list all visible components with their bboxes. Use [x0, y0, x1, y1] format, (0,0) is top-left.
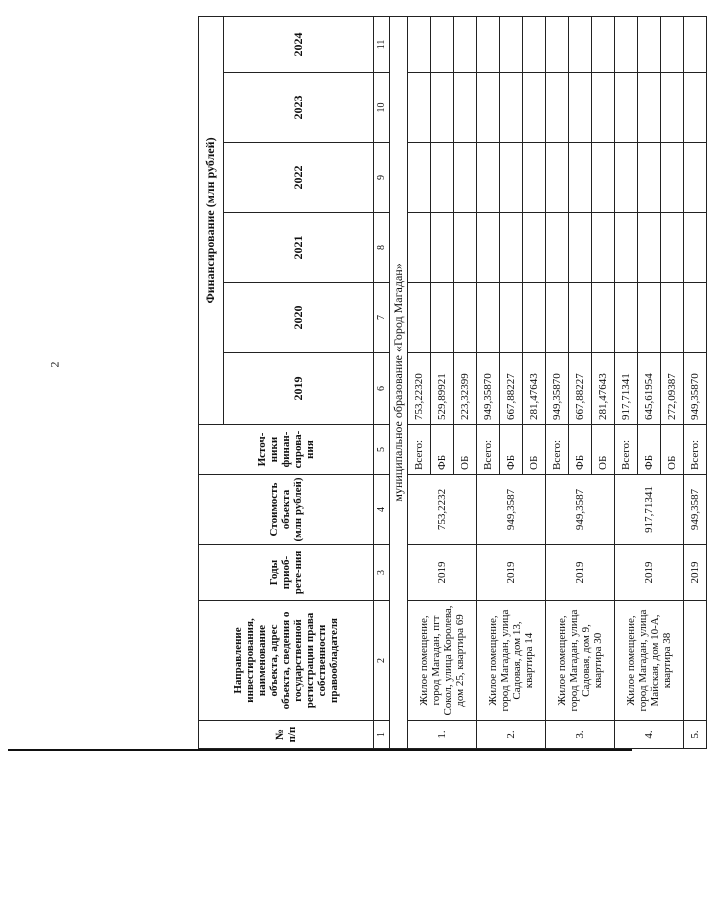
- header-direction: Направление инвестирования, наименование объекта, адрес объекта, сведения о государственной регистрации права собственности правообладателя: [199, 601, 374, 721]
- value-2019: 645,61954: [638, 353, 661, 425]
- column-number: 1: [374, 721, 390, 749]
- header-sources: Источ-ники финан-сирова-ния: [199, 425, 374, 475]
- header-row-top: [199, 16, 224, 748]
- value-2019: 223,32399: [454, 353, 477, 425]
- source-label: ФБ: [638, 425, 661, 475]
- column-number: 4: [374, 475, 390, 545]
- acquisition-year: 2019: [477, 545, 546, 601]
- header-cost: Стоимость объекта (млн рублей): [199, 475, 374, 545]
- municipality-label: муниципальное образование «Город Магадан»: [390, 16, 408, 748]
- row-number: 3.: [546, 721, 615, 749]
- object-cost: 949,3587: [546, 475, 615, 545]
- column-number: 9: [374, 143, 390, 213]
- acquisition-year: 2019: [546, 545, 615, 601]
- object-cost: 753,2232: [408, 475, 477, 545]
- object-name: Жилое помещение, город Магадан, улица Садовая, дом 9, квартира 30: [546, 601, 615, 721]
- source-label: ФБ: [569, 425, 592, 475]
- source-label: ОБ: [523, 425, 546, 475]
- source-label: ОБ: [454, 425, 477, 475]
- page-number: 2: [47, 361, 62, 368]
- source-label: Всего:: [684, 425, 707, 475]
- column-number: 2: [374, 601, 390, 721]
- table-row: [477, 16, 500, 748]
- source-label: ФБ: [431, 425, 454, 475]
- investment-table: [198, 16, 707, 749]
- row-number: 4.: [615, 721, 684, 749]
- source-label: Всего:: [615, 425, 638, 475]
- value-2019: 281,47643: [592, 353, 615, 425]
- column-number-row: [374, 16, 390, 748]
- value-2019: 949,35870: [546, 353, 569, 425]
- object-cost: 949,3587: [477, 475, 546, 545]
- header-year-2022: 2022: [224, 143, 374, 213]
- value-2019: 753,22320: [408, 353, 431, 425]
- table-row: [684, 16, 707, 748]
- header-year-2024: 2024: [224, 16, 374, 72]
- value-2019: 667,88227: [569, 353, 592, 425]
- table-row: [615, 16, 638, 748]
- object-cost: 917,71341: [615, 475, 684, 545]
- header-num: № п/п: [199, 721, 374, 749]
- value-2019: 667,88227: [500, 353, 523, 425]
- source-label: Всего:: [477, 425, 500, 475]
- acquisition-year: 2019: [615, 545, 684, 601]
- object-name: Жилое помещение, город Магадан, улица Майская, дом 10-А, квартира 38: [615, 601, 684, 721]
- header-year-2020: 2020: [224, 283, 374, 353]
- column-number: 6: [374, 353, 390, 425]
- value-2019: 949,35870: [684, 353, 707, 425]
- acquisition-year: 2019: [684, 545, 707, 601]
- table-row: [546, 16, 569, 748]
- column-number: 8: [374, 213, 390, 283]
- source-label: Всего:: [408, 425, 431, 475]
- value-2019: 949,35870: [477, 353, 500, 425]
- table-row: [408, 16, 431, 748]
- header-years: Годы приоб-рете-ния: [199, 545, 374, 601]
- column-number: 10: [374, 73, 390, 143]
- column-number: 5: [374, 425, 390, 475]
- rotated-table-container: [198, 17, 701, 749]
- object-name: Жилое помещение, город Магадан, улица Садовая, дом 13, квартира 14: [477, 601, 546, 721]
- value-2019: 917,71341: [615, 353, 638, 425]
- acquisition-year: 2019: [408, 545, 477, 601]
- column-number: 11: [374, 16, 390, 72]
- source-label: Всего:: [546, 425, 569, 475]
- value-2019: 281,47643: [523, 353, 546, 425]
- object-cost: 949,3587: [684, 475, 707, 545]
- value-2019: 272,09387: [661, 353, 684, 425]
- column-number: 3: [374, 545, 390, 601]
- row-number: 5.: [684, 721, 707, 749]
- row-number: 1.: [408, 721, 477, 749]
- row-number: 2.: [477, 721, 546, 749]
- header-financing: Финансирование (млн рублей): [199, 16, 224, 424]
- header-year-2023: 2023: [224, 73, 374, 143]
- page-divider: [8, 749, 632, 751]
- object-name: Жилое помещение, город Магадан, пгт Сокол, улица Королева, дом 25, квартира 69: [408, 601, 477, 721]
- object-name: [684, 601, 707, 721]
- municipality-row: [390, 16, 408, 748]
- header-year-2019: 2019: [224, 353, 374, 425]
- header-year-2021: 2021: [224, 213, 374, 283]
- value-2019: 529,89921: [431, 353, 454, 425]
- column-number: 7: [374, 283, 390, 353]
- source-label: ОБ: [661, 425, 684, 475]
- source-label: ФБ: [500, 425, 523, 475]
- source-label: ОБ: [592, 425, 615, 475]
